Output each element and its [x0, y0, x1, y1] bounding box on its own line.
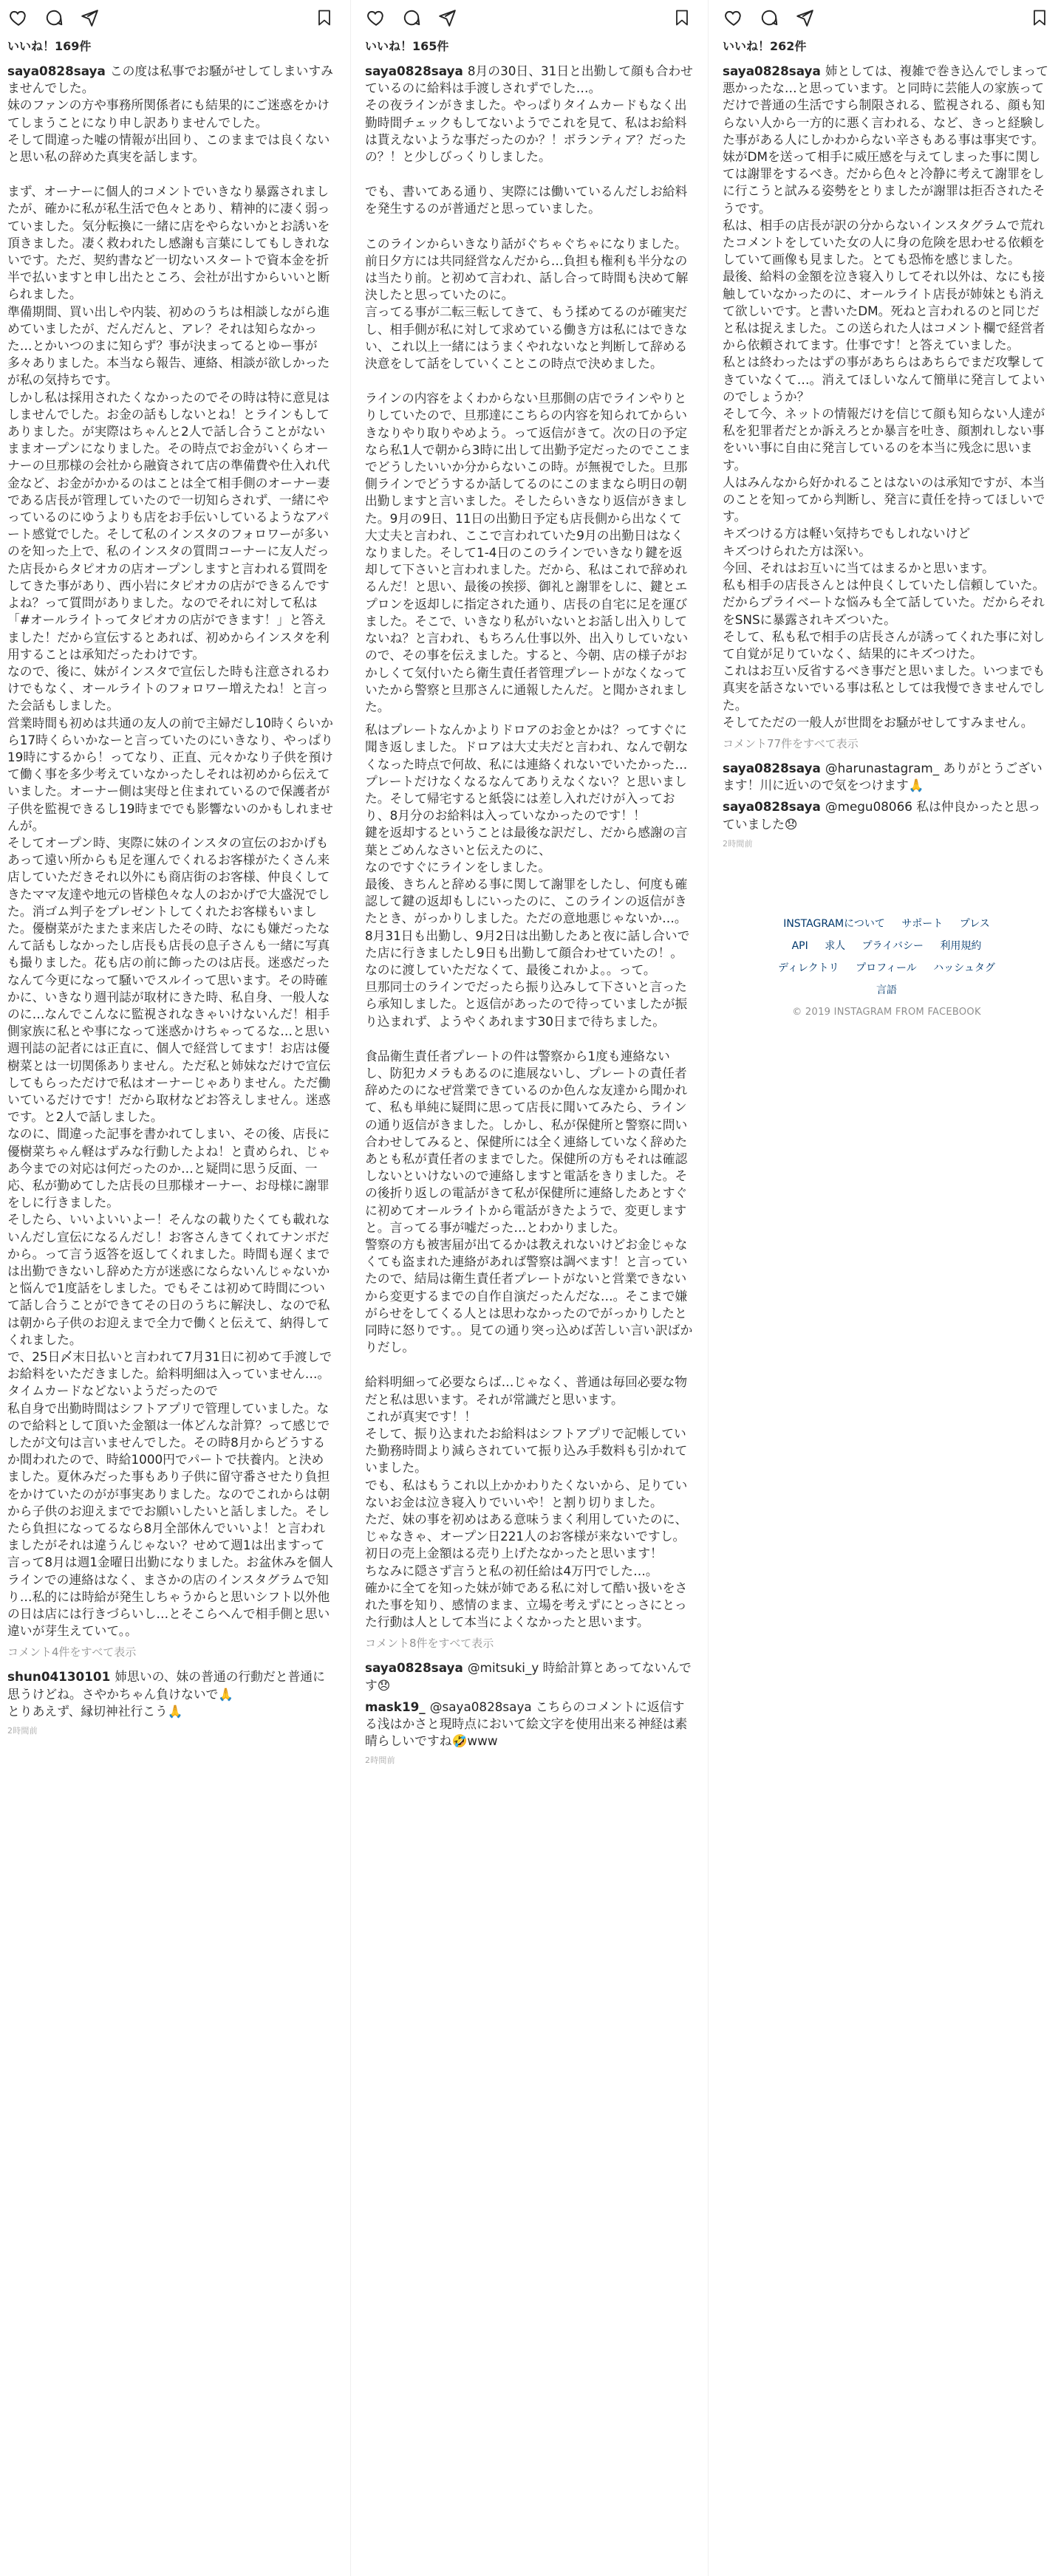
- footer-copyright: © 2019 INSTAGRAM FROM FACEBOOK: [792, 1006, 981, 1018]
- like-count[interactable]: いいね！165件: [365, 39, 449, 53]
- action-bar: [365, 6, 693, 30]
- caption-paragraph: [365, 63, 693, 165]
- caption-username[interactable]: saya0828saya: [723, 64, 821, 78]
- comment-text: @harunastagram_ ありがとうございます！川に近いので気をつけます🙏: [723, 760, 1042, 793]
- caption-text: 姉としては、複雑で巻き込んでしまって悪かったな…と思っています。と同時に芸能人の家族ってだけで普通の生活ですら制限される、監視される、顔も知らない人から一方的に悪く言われる、など、きっと経験した事がある人にしかわからない辛さもある事は事実です。 妹がDMを送って相手に威圧感を与えてしまった事に関しては謝罪をするべき。だから色々と冷静に考えて謝罪をしに行こうと試みる姿勢をとりましたが謝罪は拒否されたそうです。 私は、相手の店長が訳の分からないインスタグラムで荒れたコメントをしていた女の人に身の危険を思わせる依頼をしていて画像も見ました。とても恐怖を感じました。 最後、給料の金額を泣き寝入りしてそれ以外は、なにも接触していなかったのに、オールライト店長が姉妹とも消えて欲しいです。と書いたDM。死ねと言われるのと同じだと私は捉えました。この送られた人はコメント欄で経営者から依頼されてます。仕事です！と答えていました。 私とは終わったはずの事があちらはあちらでまだ攻撃してきていなくて…。消えてほしいなんて簡単に発言してよいのでしょうか？ そして今、ネットの情報だけを信じて顔も知らない人達が私を犯罪者だとか訴えろとか暴言を吐き、顔割れしない事をいい事に自由に発言しているのを本当に残念に思います。 人はみんなから好かれることはないのは承知ですが、本当のことを知ってから判断し、発言に責任を持ってほしいです。 キズつける方は軽い気持ちでもしれないけど キズつけられた方は深い。 今回、それはお互いに当てはまるかと思います。 私も相手の店長さんとは仲良くしていたし信頼していた。だからプライベートな悩みも全て話していた。だからそれをSNSに暴露されキズついた。 そして、私も私で相手の店長さんが誘ってくれた事に対して自覚が足りていなく、結果的にキズつけた。 これはお互い反省するべき事だと思いました。いつまでも真実を話さないでいる事は私としては我慢できませんでした。 そしてただの一般人が世間をお騒がせしてすみません。: [723, 64, 1048, 730]
- footer-link-press[interactable]: プレス: [959, 917, 990, 930]
- site-footer: [723, 913, 1051, 1024]
- heart-icon[interactable]: [365, 7, 387, 29]
- caption-paragraph: でも、書いてある通り、実際には働いているんだしお給料を発生するのが普通だと思っていました。: [365, 184, 688, 216]
- caption-username[interactable]: saya0828saya: [365, 64, 463, 78]
- action-bar: [723, 6, 1051, 30]
- view-all-comments-link[interactable]: コメント8件をすべて表示: [365, 1637, 494, 1651]
- footer-link-about[interactable]: INSTAGRAMについて: [783, 917, 885, 930]
- caption-paragraph: 私はプレートなんかよりドロアのお金とかは？ってすぐに聞き返しました。ドロアは大丈夫だと言われ、なんで朝なくなった時点で何故、私には連絡くれないでいたかった…プレートだけなくなるなんてありえなくない？と思いました。そして帰宅すると紙袋には差し入れだけが入っており、8月分のお給料は入っていなかったのです！！ 鍵を返却するということは最後な訳だし、だから感謝の言葉とごめんなさいと伝えたのに、 なのですぐにラインをしました。 最後、きちんと辞める事に関して謝罪をしたし、何度も確認して鍵の返却もしにいったのに、このラインの返信がきたとき、がっかりしました。ただの意地悪じゃないか…。8月31日も出勤し、9月2日は出勤したあと夜に話し合いでた店に行きましたし9日も出勤して顔合わせていたの！。なのに渡していただなくて、最後これかよ。。って。 旦那同士のラインでだったら振り込みして下さいと言ったら承知しました。と返信があったので待っていましたが振り込まれず、ようやくあれます30日まで待ちました。: [365, 722, 690, 1029]
- footer-link-jobs[interactable]: 求人: [825, 939, 846, 952]
- footer-row: [723, 979, 1051, 1001]
- footer-link-api[interactable]: API: [791, 939, 808, 952]
- caption-text: この度は私事でお騒がせしてしまいすみませんでした。 妹のファンの方や事務所関係者にも結果的にご迷惑をかけてしまうことになり申し訳ありませんでした。 そして間違った嘘の情報が出回り、このままでは良くないと思い私の辞めた真実を話します。: [7, 64, 333, 165]
- comment-item: [723, 760, 1051, 794]
- action-bar: [7, 6, 335, 30]
- column-divider: [350, 0, 351, 2576]
- caption-paragraph: ラインの内容をよくわからない旦那側の店でラインやりとりしていたので、旦那達にこちらの内容を知られてからいきなりやり取りやめよう。って返信がきて。次の日の予定なら私1人で朝から3時に出して出勤予定だったのでここまでどうしたいいか分からないこの時。が無視でした。旦那側ラインでどうするか話してるのにこのままなら明日の朝出勤しますと言いました。そしたらいきなり返信がきました。9月の9日、11日の出勤日予定も店長側から出なくて大丈夫と言われ、ここで言われていた9月の出勤日はなくなりました。そして1-4日のこのラインでいきなり鍵を返却して下さいと言われました。だから、私はこれで辞めれるんだ！と思い、最後の挨拶、御礼と謝罪をしに、鍵とエプロンを返却しに指定された通り、店長の自宅に足を運びました。そこで、いきなり私がいないとお話し出入りしてないね？と言われ、もちろん仕事以外、出入りしていないので、その事を伝えました。すると、今朝、店の様子がおかしくて気付いたら衛生責任者管理プレートがなくなっていたから警察と旦那さんに通報したんだ。と聞かされました。: [365, 391, 691, 714]
- comment-text: @saya0828saya こちらのコメントに返信する浅はかさと現時点において絵文字を使用出来る神経は素晴らしいですね🤣www: [365, 1699, 688, 1749]
- timestamp[interactable]: 2時間前: [7, 1726, 38, 1736]
- caption-paragraph: [7, 63, 335, 165]
- bookmark-icon[interactable]: [313, 7, 335, 29]
- like-count[interactable]: いいね！262件: [723, 39, 807, 53]
- heart-icon[interactable]: [7, 7, 30, 29]
- bookmark-icon[interactable]: [1028, 7, 1051, 29]
- like-count[interactable]: いいね！169件: [7, 39, 92, 53]
- footer-link-support[interactable]: サポート: [901, 917, 943, 930]
- timestamp[interactable]: 2時間前: [723, 838, 753, 849]
- comment-item: [723, 798, 1051, 832]
- post-column-3: [715, 0, 1058, 2576]
- bookmark-icon[interactable]: [671, 7, 693, 29]
- comment-icon[interactable]: [43, 7, 65, 29]
- comment-icon[interactable]: [400, 7, 423, 29]
- comment-item: [365, 1659, 693, 1693]
- footer-link-language[interactable]: 言語: [876, 984, 897, 996]
- comment-item: [365, 1699, 693, 1750]
- footer-link-terms[interactable]: 利用規約: [940, 939, 982, 952]
- post-column-1: [0, 0, 343, 2576]
- comment-username[interactable]: shun04130101: [7, 1669, 111, 1685]
- caption-username[interactable]: saya0828saya: [7, 64, 106, 78]
- caption-paragraph: 給料明細って必要ならば…じゃなく、普通は毎回必要な物だと私は思います。それが常識だと思います。 これが真実です！！ そして、振り込まれたお給料はシフトアプリで記帳していた勤務時間より減らされていて振り込み手数料も引かれていました。 でも、私はもうこれ以上かかわりたくないから、足りていないお金は泣き寝入りでいいや！と割り切りました。 ただ、妹の事を初めはある意味うまく利用していたのに、じゃなきゃ、オープン日221人のお客様が来ないですし。初日の売上金額はる売り上げたなかったと思います！ ちなみに隠さず言うと私の初任給は4万円でした…。 確かに全てを知った妹が姉である私に対して酷い扱いをされた事を知り、感情のまま、立場を考えずにとっさにとった行動は人として本当によくなかったと思います。: [365, 1374, 688, 1630]
- comment-username[interactable]: saya0828saya: [723, 760, 821, 775]
- footer-link-directory[interactable]: ディレクトリ: [778, 962, 839, 974]
- view-all-comments-link[interactable]: コメント4件をすべて表示: [7, 1645, 137, 1659]
- view-all-comments-link[interactable]: コメント77件をすべて表示: [723, 736, 859, 750]
- share-icon[interactable]: [78, 7, 100, 29]
- timestamp[interactable]: 2時間前: [365, 1755, 395, 1766]
- comment-text: 姉思いの、妹の普通の行動だと普通に思うけどね。さやかちゃん負けないで🙏 とりあえず、縁切神社行こう🙏: [7, 1669, 325, 1719]
- footer-row: [723, 957, 1051, 979]
- comment-text: @mitsuki_y 時給計算とあってないんです😞: [365, 1660, 692, 1693]
- caption-paragraph: 食品衛生責任者プレートの件は警察から1度も連絡ないし、防犯カメラもあるのに進展ないし、プレートの責任者辞めたのになぜ営業できているのか色んな友達から聞かれて、私も単純に疑問に思って店長に聞いてみたら、ラインの通り返信がきました。しかし、私が保健所と警察に問い合わせしてみると、保健所には全く連絡していなく辞めたあとも私が責任者のままでした。保健所の方もそれは確認しないといけないので連絡しますと電話をきりました。その後折り返しの電話がきて私が保健所に連絡したあとすぐに初めてオールライトから電話がきたようで、変更しますと。言ってる事が嘘だった…とわかりました。 警察の方も被害届が出てるかは教えれないけどお金じゃなくても盗まれた連絡があれば警察は調べます！と言っていたので、結局は衛生責任者プレートがないと営業できないから変更するまでの自作自演だったんだな…。そこまで嫌がらせをしてくる人とは思わなかったのでがっかりしたと同時に怒りです。。見ての通り突っ込めば苦しい言い訳ばかりだし。: [365, 1048, 693, 1355]
- footer-link-privacy[interactable]: プライバシー: [861, 939, 924, 952]
- footer-link-profiles[interactable]: プロフィール: [856, 962, 917, 974]
- footer-link-hashtags[interactable]: ハッシュタグ: [933, 962, 995, 974]
- comment-text: @megu08066 私は仲良かったと思っていました😞: [723, 799, 1041, 832]
- heart-icon[interactable]: [723, 7, 745, 29]
- footer-row: [723, 935, 1051, 957]
- comment-username[interactable]: saya0828saya: [723, 799, 821, 815]
- caption-text: 8月の30日、31日と出勤して顔も合わせているのに給料は手渡しされずでした…。 その夜ラインがきました。やっぱりタイムカードもなく出勤時間チェックもしてないようでこれを見て、私はお給料は貰えないような事だったのか？！ボランティア？だったの？！と少しびっくりしました。: [365, 64, 693, 165]
- column-divider: [708, 0, 709, 2576]
- comment-item: [7, 1668, 335, 1720]
- footer-row: [723, 913, 1051, 935]
- share-icon[interactable]: [436, 7, 458, 29]
- comment-username[interactable]: saya0828saya: [365, 1660, 463, 1676]
- caption-paragraph: [723, 63, 1051, 731]
- post-column-2: [358, 0, 700, 2576]
- caption-paragraph: まず、オーナーに個人的コメントでいきなり暴露されましたが、確かに私が私生活で色々とあり、精神的に凄く弱っていました。気分転換に一緒に店をやらないかとお誘いを頂きました。凄く救われたし感謝も言葉にしてもしきれないです。ただ、契約書など一切ないスタートで資本金を折半で払いますと申し出たところ、会社が出すからいいと断られました。 準備期間、買い出しや内装、初めのうちは相談しながら進めていましたが、だんだんと、アレ？それは知らなかった…とかいつのまに知らず？事が決まってるとゆー事が多々ありました。本当なら報告、連絡、相談が欲しかったが私の気持ちです。 しかし私は採用されたくなかったのでその時は特に意見はしませんでした。お金の話もしないとね！とラインもしてありました。が実際はちゃんと2人で話し合うことがないままオープンになりました。その時点でお金がいくらオーナーの旦那様の会社から融資されて店の準備費や仕入れ代金など、お金がかかるのはことは全て相手側のオーナー妻である店長が管理していたので一切知らされず、一緒にやっているのにゆうよりも店をお手伝いしているようなアパート感覚でした。そして私のインスタのフォロワーが多いのを知った上で、私のインスタの質問コーナーに友人だった店長からタピオカの店オープンしますと言われる質問をしてきた事があり、西小岩にタピオカの店ができるんですよね？って質問がありました。なのでそれに対して私は「#オールライトってタピオカの店ができます！」と答えました！だから宣伝するとあれば、初めからインスタを利用することは承知だったわけです。 なので、後に、妹がインスタで宣伝した時も注意されるわけでもなく、オールライトのフォロワー増えたね！と言った会話もしました。 営業時間も初めは共通の友人の前で主婦だし10時くらいから17時くらいかなーと言っていたのにいきなり、やっぱり19時にするから！ってなり、正直、元々かなり子供を預けて働く事を多少考えていなかったしそれは初めから伝えていました。オーナー側は実母と住まれているので保護者が子供を監視できるし19時まででも影響ないのかもしれませんが。 そしてオープン時、実際に妹のインスタの宣伝のおかげもあって遠い所からも足を運んでくれるお客様がたくさん来店していただきそれ以外にも商店街のお客様、仲良くしてきたママ友達や地元の皆様色々な人のおかげで大盛況でした。消ゴム判子をプレゼントしてくれたお客様もいました。優樹菜がたまたま来店したその時、なにも嫌だったなんて話もしなかったし店長も店長の息子さんも一緒に写真も撮りました。花も店の前に飾ったのは店長。迷惑だったなんて今更になって騒いでスルイって思います。その時確かに、いきなり週刊誌が取材にきた時、私自身、一般人なのに…なんでこんなに監視されなきゃいけないんだ！相手側家族に私とや事になって迷惑かけちゃってるな…と思い週刊誌の記者には正直に、個人で経営してます！お店は優樹菜とは一切関係ありません。ただ私と姉妹なだけで宣伝してもらっただけで私はオーナーじゃありません。ただ働いているだけです！だから取材などお答えしません。迷惑です。と2人で話しました。 なのに、間違った記事を書かれてしまい、その後、店長に優樹菜ちゃん軽はずみな行動したよね！と責められ、じゃあ今までの対応は何だったのか…と疑問に思う反面、一応、私が勤めてした店長の旦那様オーナー、お母様に謝罪をしに行きました。 そしたら、いいよいいよー！そんなの載りたくても載れないんだし宣伝になるんだし！お客さんきてくれてナンボだから。って言う返答を返してくれました。時間も遅くまでは出勤できないし辞めた方が迷惑にならないんじゃないかと悩んで1度話をしました。でもそこは初めて時間について話し合うことができてその日のうちに解決し、なので私は朝から子供のお迎えまで全力で働くと伝えて、納得してくれました。 で、25日〆末日払いと言われて7月31日に初めて手渡しでお給料をいただきました。給料明細は入っていません…。 タイムカードなどないようだったので 私自身で出勤時間はシフトアプリで管理していました。なので給料として頂いた金額は一体どんな計算？って感じでしたが文句は言いませんでした。その時8月からどうするか間われたので、時給1000円でパートで扶養内。と決めました。夏休みだった事もあり子供に留守番させたり負担をかけていたのがが事実ありました。なのでこれからは朝から子供のお迎えまででお願いしたいと話しました。そしたら負担になってるなら8月全部休んでいいよ！と言われましたがそれは違うんじゃない？せめて週1は出ますって言って8月は週1金曜日出勤になりました。お盆休みを個人ラインでの連絡はなく、まさかの店のインスタグラムで知り…私的には時給が発生しちゃうからと思いシフト以外他の日は店には行きづらいし…とそこらへんで相手側と思い違いが芽生えていて。。: [7, 184, 333, 1639]
- comment-icon[interactable]: [758, 7, 780, 29]
- caption-paragraph: このラインからいきなり話がぐちゃぐちゃになりました。前日夕方には共同経営なんだから…負担も権利も半分なのは当たり前。と初めて言われ、話し合って時間も決めて解決したと思っていたのに。 言ってる事が二転三転してきて、もう揉めてるのが確実だし、相手側が私に対して求めている働き方は私にはできない、これ以上一緒にはうまくやれないなと判断して辞める決意をして話をしていくことこの時点で決めました。: [365, 236, 689, 371]
- comment-username[interactable]: mask19_: [365, 1699, 426, 1714]
- share-icon[interactable]: [794, 7, 816, 29]
